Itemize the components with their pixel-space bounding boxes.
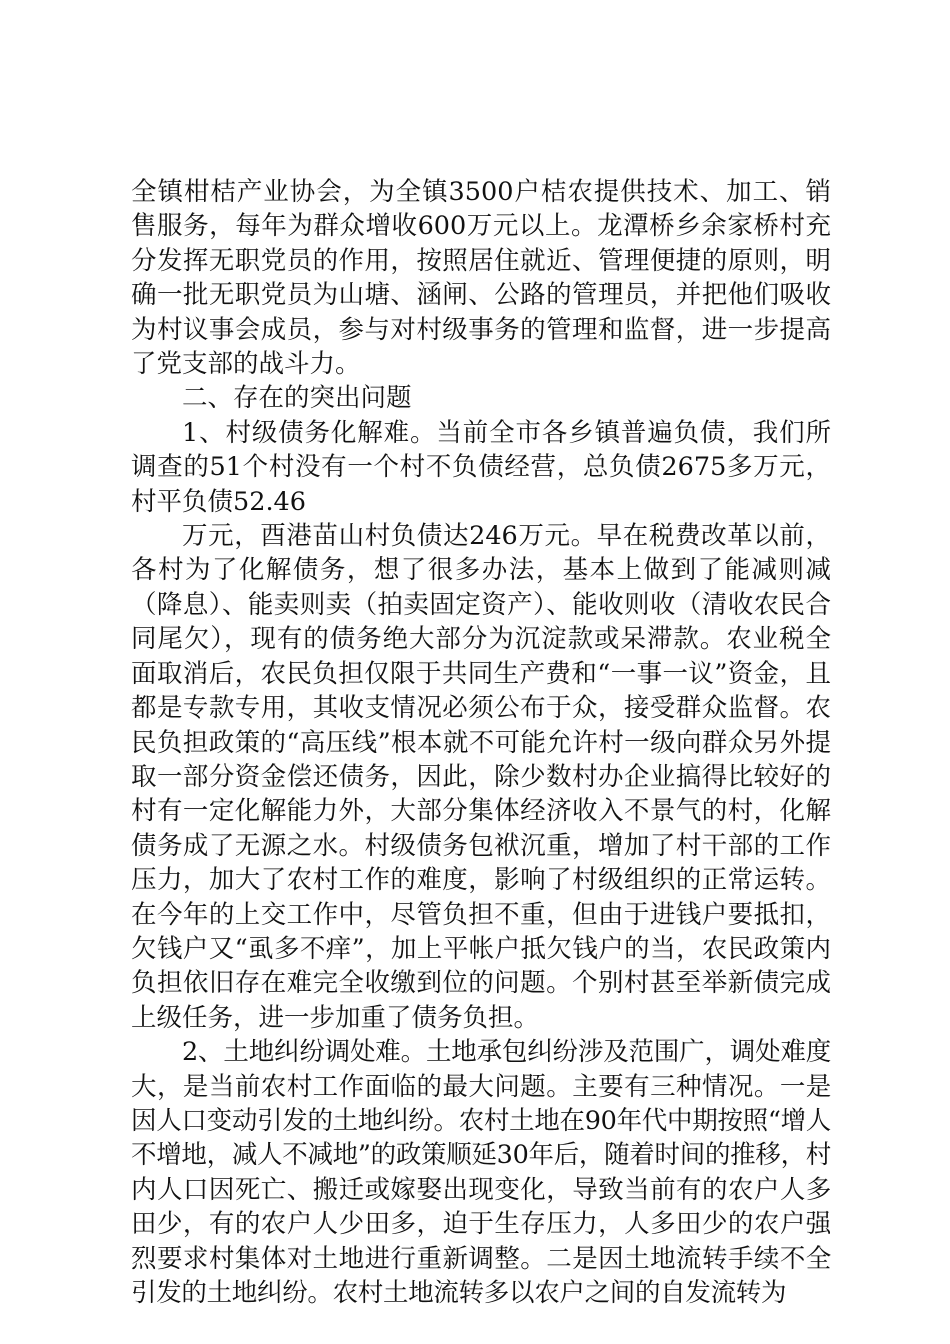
paragraph-village-debt-continued: 万元，酉港苗山村负债达246万元。早在税费改革以前，各村为了化解债务，想了很多办法，基本上做到了能减则减（降息）、能卖则卖（拍卖固定资产）、能收则收（清收农民合同尾欠），现有的债务绝大部分为沉淀款或呆滞款。农业税全面取消后，农民负担仅限于共同生产费和“一事一议”资金，且都是专款专用，其收支情况必须公布于众，接受群众监督。农民负担政策的“高压线”根本就不可能允许村一级向群众另外提取一部分资金偿还债务，因此，除少数村办企业搞得比较好的村有一定化解能力外，大部分集体经济收入不景气的村，化解债务成了无源之水。村级债务包袱沉重，增加了村干部的工作压力，加大了农村工作的难度，影响了村级组织的正常运转。在今年的上交工作中，尽管负担不重，但由于进钱户要抵扣，欠钱户又“虱多不痒”，加上平帐户抵欠钱户的当，农民政策内负担依旧存在难完全收缴到位的问题。个别村甚至举新债完成上级任务，进一步加重了债务负担。 xyxy=(131,521,831,1033)
paragraph-village-debt: 1、村级债务化解难。当前全市各乡镇普遍负债，我们所调查的51个村没有一个村不负债经营，总负债2675多万元，村平负债52.46 xyxy=(131,417,831,517)
document-body xyxy=(131,175,831,1310)
section-heading: 二、存在的突出问题 xyxy=(182,383,412,414)
paragraph-land-dispute: 2、土地纠纷调处难。土地承包纠纷涉及范围广，调处难度大，是当前农村工作面临的最大问题。主要有三种情况。一是因人口变动引发的土地纠纷。农村土地在90年代中期按照“增人不增地，减人不减地”的政策顺延30年后，随着时间的推移，村内人口因死亡、搬迁或嫁娶出现变化，导致当前有的农户人多田少，有的农户人少田多，迫于生存压力，人多田少的农户强烈要求村集体对土地进行重新调整。二是因土地流转手续不全引发的土地纠纷。农村土地流转多以农户之间的自发流转为 xyxy=(131,1037,831,1308)
paragraph-continuation: 全镇柑桔产业协会，为全镇3500户桔农提供技术、加工、销售服务，每年为群众增收600万元以上。龙潭桥乡余家桥村充分发挥无职党员的作用，按照居住就近、管理便捷的原则，明确一批无职党员为山塘、涵闸、公路的管理员，并把他们吸收为村议事会成员，参与对村级事务的管理和监督，进一步提高了党支部的战斗力。 xyxy=(131,177,831,380)
